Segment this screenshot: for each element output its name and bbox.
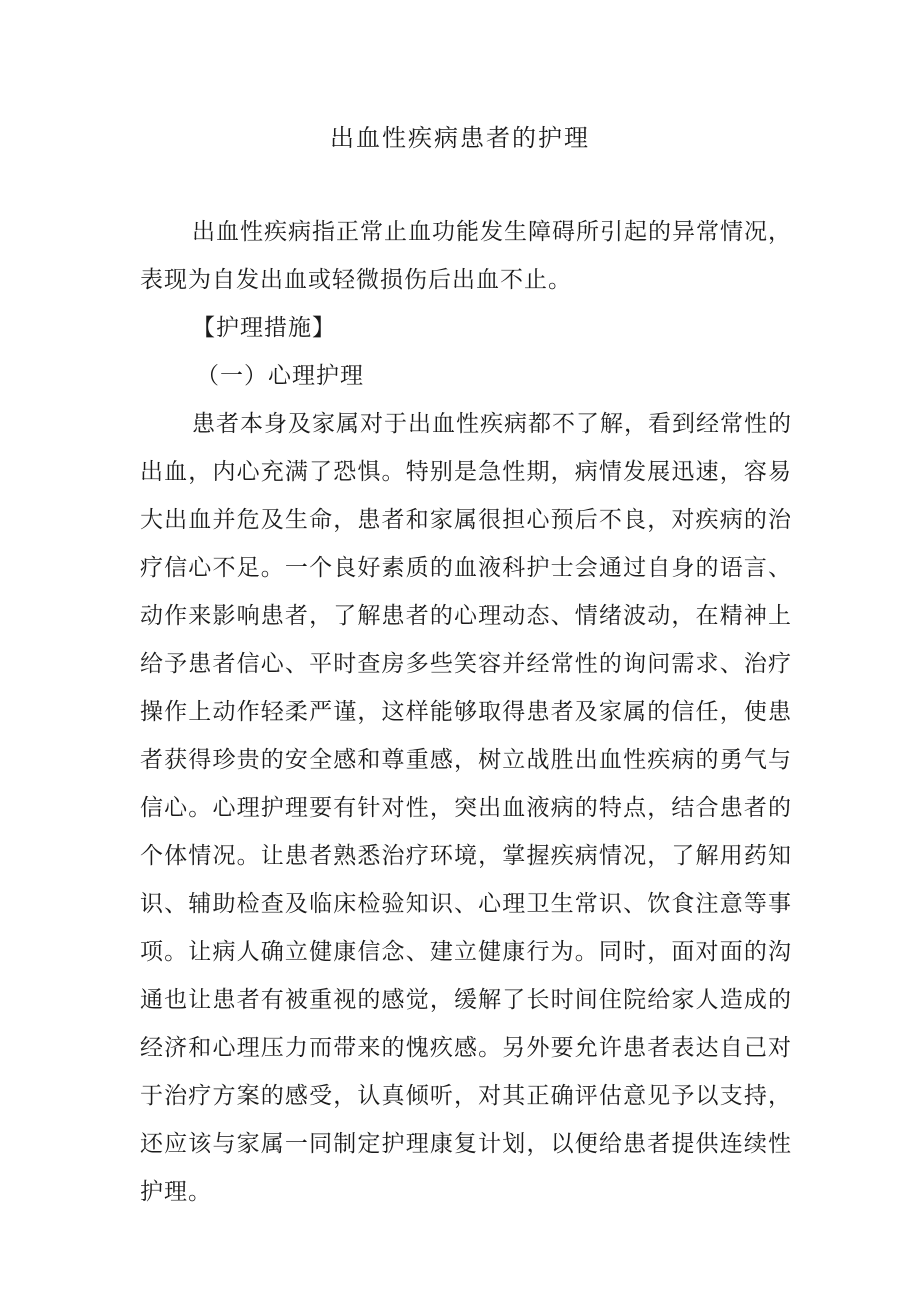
document-title: 出血性疾病患者的护理: [330, 124, 590, 152]
psychological-care-paragraph: 患者本身及家属对于出血性疾病都不了解，看到经常性的出血，内心充满了恐惧。特别是急性期，病情发展迅速，容易大出血并危及生命，患者和家属很担心预后不良，对疾病的治疗信心不足。一个良好素质的血液科护士会通过自身的语言、动作来影响患者，了解患者的心理动态、情绪波动，在精神上给予患者信心、平时查房多些笑容并经常性的询问需求、治疗操作上动作轻柔严谨，这样能够取得患者及家属的信任，使患者获得珍贵的安全感和尊重感，树立战胜出血性疾病的勇气与信心。心理护理要有针对性，突出血液病的特点，结合患者的个体情况。让患者熟悉治疗环境，掌握疾病情况，了解用药知识、辅助检查及临床检验知识、心理卫生常识、饮食注意等事项。让病人确立健康信念、建立健康行为。同时，面对面的沟通也让患者有被重视的感觉，缓解了长时间住院给家人造成的经济和心理压力而带来的愧疚感。另外要允许患者表达自己对于治疗方案的感受，认真倾听，对其正确评估意见予以支持，还应该与家属一同制定护理康复计划，以便给患者提供连续性护理。: [140, 411, 792, 1205]
intro-paragraph: 出血性疾病指正常止血功能发生障碍所引起的异常情况，表现为自发出血或轻微损伤后出血不止。: [140, 219, 792, 293]
section-heading-nursing-measures: 【护理措施】: [192, 315, 336, 341]
subsection-heading-psychological-care: （一）心理护理: [196, 363, 364, 389]
